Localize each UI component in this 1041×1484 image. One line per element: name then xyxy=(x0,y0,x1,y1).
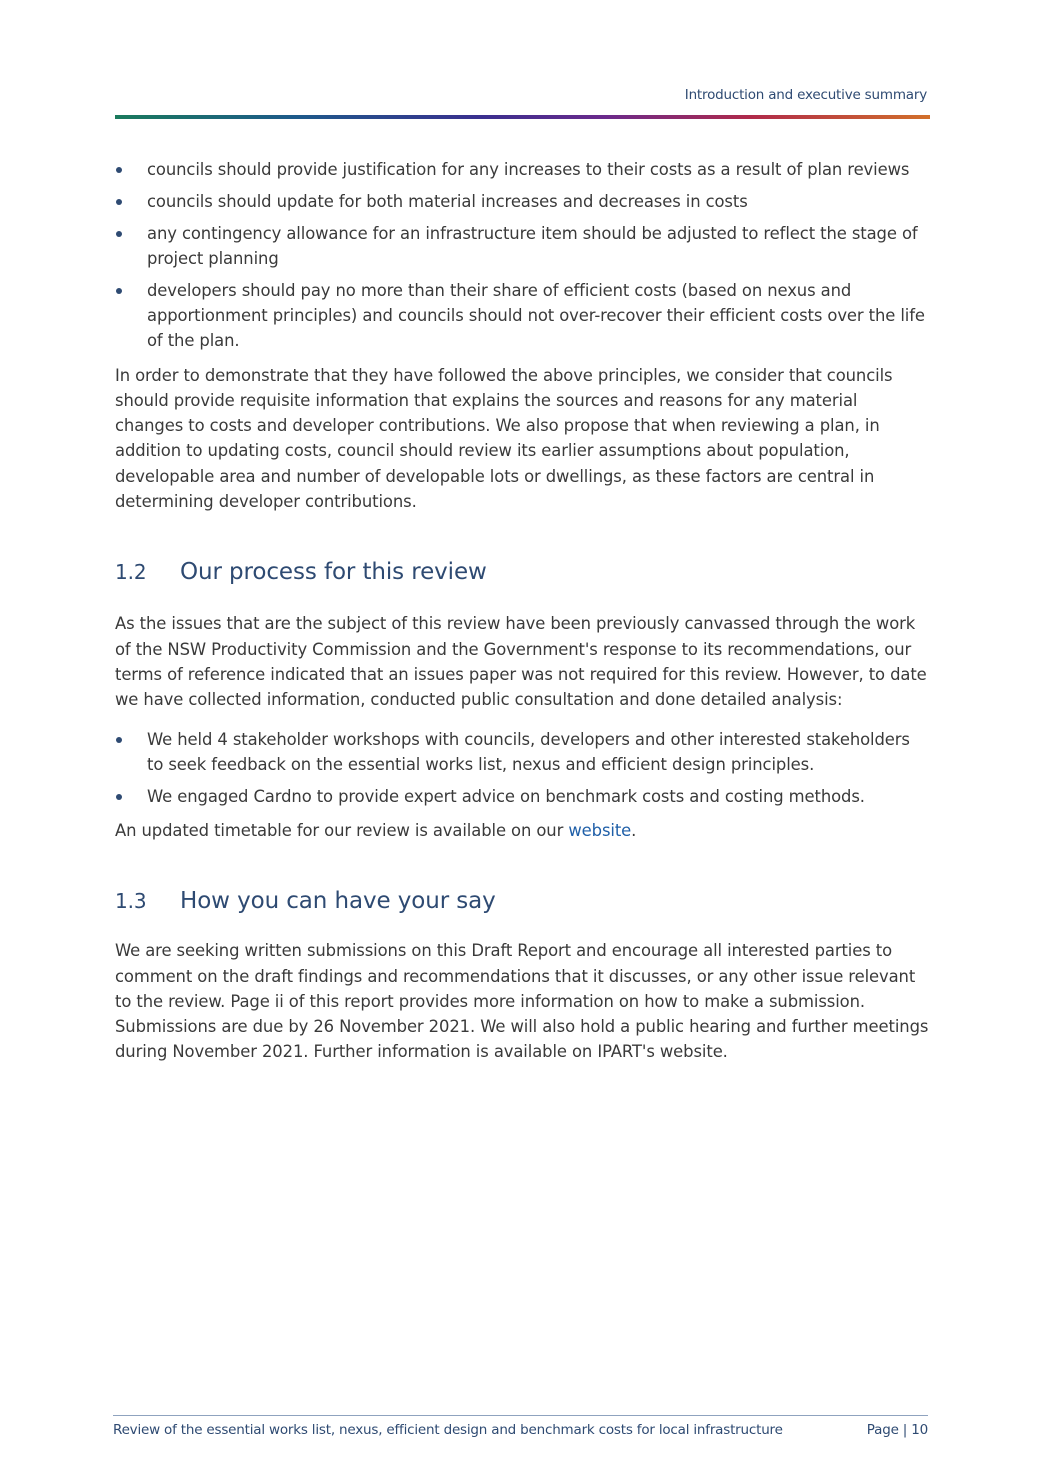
bullet-icon xyxy=(116,794,122,800)
list-item: We held 4 stakeholder workshops with councils, developers and other interested stakeholders to seek feedback on the essential works list, nexus and efficient design principles. xyxy=(115,727,930,778)
running-header: Introduction and executive summary xyxy=(684,87,927,103)
list-item: any contingency allowance for an infrastructure item should be adjusted to reflect the stage of project planning xyxy=(115,221,930,272)
bullet-icon xyxy=(116,737,122,743)
header-gradient-rule xyxy=(115,115,930,119)
page-content xyxy=(115,157,930,1065)
section-title: How you can have your say xyxy=(180,888,496,915)
intro-bullet-list xyxy=(115,157,930,354)
timetable-paragraph: An updated timetable for our review is available on our website. xyxy=(115,820,637,840)
running-footer xyxy=(113,1415,928,1438)
process-bullet-list xyxy=(115,727,930,809)
bullet-icon xyxy=(116,199,122,205)
section-number: 1.2 xyxy=(115,560,147,585)
intro-paragraph: In order to demonstrate that they have followed the above principles, we consider that councils should provide requisite information that explains the sources and reasons for any material changes to costs and developer contributions. We also propose that when reviewing a plan, in addition to updating costs, council should review its earlier assumptions about population, developable area and number of developable lots or dwellings, as these factors are central in determining developer contributions. xyxy=(115,365,893,512)
section-1-3-paragraph: We are seeking written submissions on this Draft Report and encourage all interested parties to comment on the draft findings and recommendations that it discusses, or any other issue relevant to the review. Page ii of this report provides more information on how to make a submission. Submissions are due by 26 November 2021. We will also hold a public hearing and further meetings during November 2021. Further information is available on IPART's website. xyxy=(115,941,929,1062)
list-item: councils should update for both material increases and decreases in costs xyxy=(115,189,930,214)
list-item: developers should pay no more than their share of efficient costs (based on nexus and apportionment principles) and councils should not over-recover their efficient costs over the life of the plan. xyxy=(115,278,930,354)
list-item: We engaged Cardno to provide expert advice on benchmark costs and costing methods. xyxy=(115,784,930,809)
list-item: councils should provide justification for any increases to their costs as a result of plan reviews xyxy=(115,157,930,182)
page-number: Page | 10 xyxy=(866,1422,928,1438)
section-1-2-paragraph: As the issues that are the subject of this review have been previously canvassed through the work of the NSW Productivity Commission and the Government's response to its recommendations, our terms of reference indicated that an issues paper was not required for this review. However, to date we have collected information, conducted public consultation and done detailed analysis: xyxy=(115,614,927,710)
website-link[interactable]: website xyxy=(568,820,632,840)
section-heading-1-2 xyxy=(115,557,930,587)
bullet-icon xyxy=(116,288,122,294)
section-title: Our process for this review xyxy=(180,559,487,586)
bullet-icon xyxy=(116,167,122,173)
footer-report-title: Review of the essential works list, nexus, efficient design and benchmark costs for local infrastructure xyxy=(113,1422,783,1438)
section-heading-1-3 xyxy=(115,886,930,916)
bullet-icon xyxy=(116,231,122,237)
section-number: 1.3 xyxy=(115,889,147,914)
